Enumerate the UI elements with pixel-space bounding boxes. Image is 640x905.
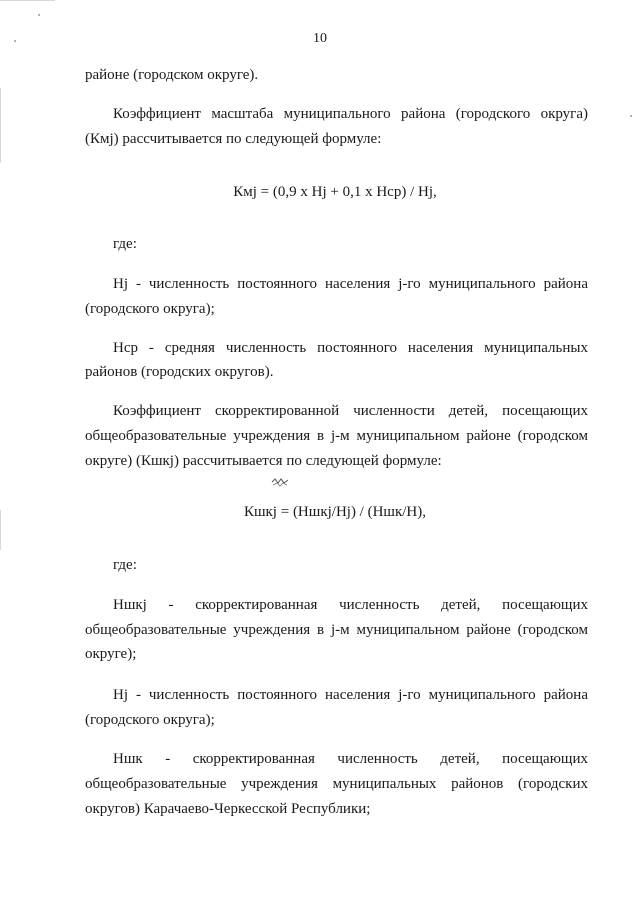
scan-artifact-dot	[38, 14, 40, 16]
formula-kmj: Кмj = (0,9 х Нj + 0,1 х Нср) / Нj,	[233, 184, 437, 200]
body-line: (городского округа);	[85, 301, 215, 317]
body-line: где:	[113, 557, 137, 573]
formula-kshkj: Кшкj = (Ншкj/Нj) / (Ншк/Н),	[243, 504, 427, 520]
body-line: где:	[113, 236, 137, 252]
body-line: (Кмj) рассчитывается по следующей формуле:	[85, 131, 382, 147]
page-number: 10	[313, 31, 327, 46]
scan-artifact-dot	[630, 115, 632, 117]
body-line: общеобразовательные учреждения в j-м муниципальном районе (городском	[85, 622, 588, 638]
body-line: Ншк - скорректированная численность детей, посещающих	[113, 751, 588, 767]
body-line: округов) Карачаево-Черкесской Республики;	[85, 801, 371, 817]
scan-artifact-line	[0, 0, 55, 1]
body-line: округе);	[85, 646, 137, 662]
body-line: общеобразовательные учреждения в j-м муниципальном районе (городском	[85, 428, 588, 444]
body-line: округе) (Кшкj) рассчитывается по следующей формуле:	[85, 453, 442, 469]
body-line: Ншкj - скорректированная численность детей, посещающих	[113, 597, 588, 613]
body-line: Нj - численность постоянного населения j-го муниципального района	[113, 276, 588, 292]
body-line: общеобразовательные учреждения муниципальных районов (городских	[85, 776, 588, 792]
body-line: Нj - численность постоянного населения j-го муниципального района	[113, 687, 588, 703]
body-line: Коэффициент масштаба муниципального района (городского округа)	[113, 106, 588, 122]
body-line: (городского округа);	[85, 712, 215, 728]
body-line: районе (городском округе).	[85, 67, 259, 83]
body-line: Коэффициент скорректированной численности детей, посещающих	[113, 403, 588, 419]
stamp-mark	[271, 477, 289, 487]
scan-artifact-line	[0, 88, 1, 163]
body-line: районов (городских округов).	[85, 364, 274, 380]
body-line: Нср - средняя численность постоянного населения муниципальных	[113, 340, 588, 356]
